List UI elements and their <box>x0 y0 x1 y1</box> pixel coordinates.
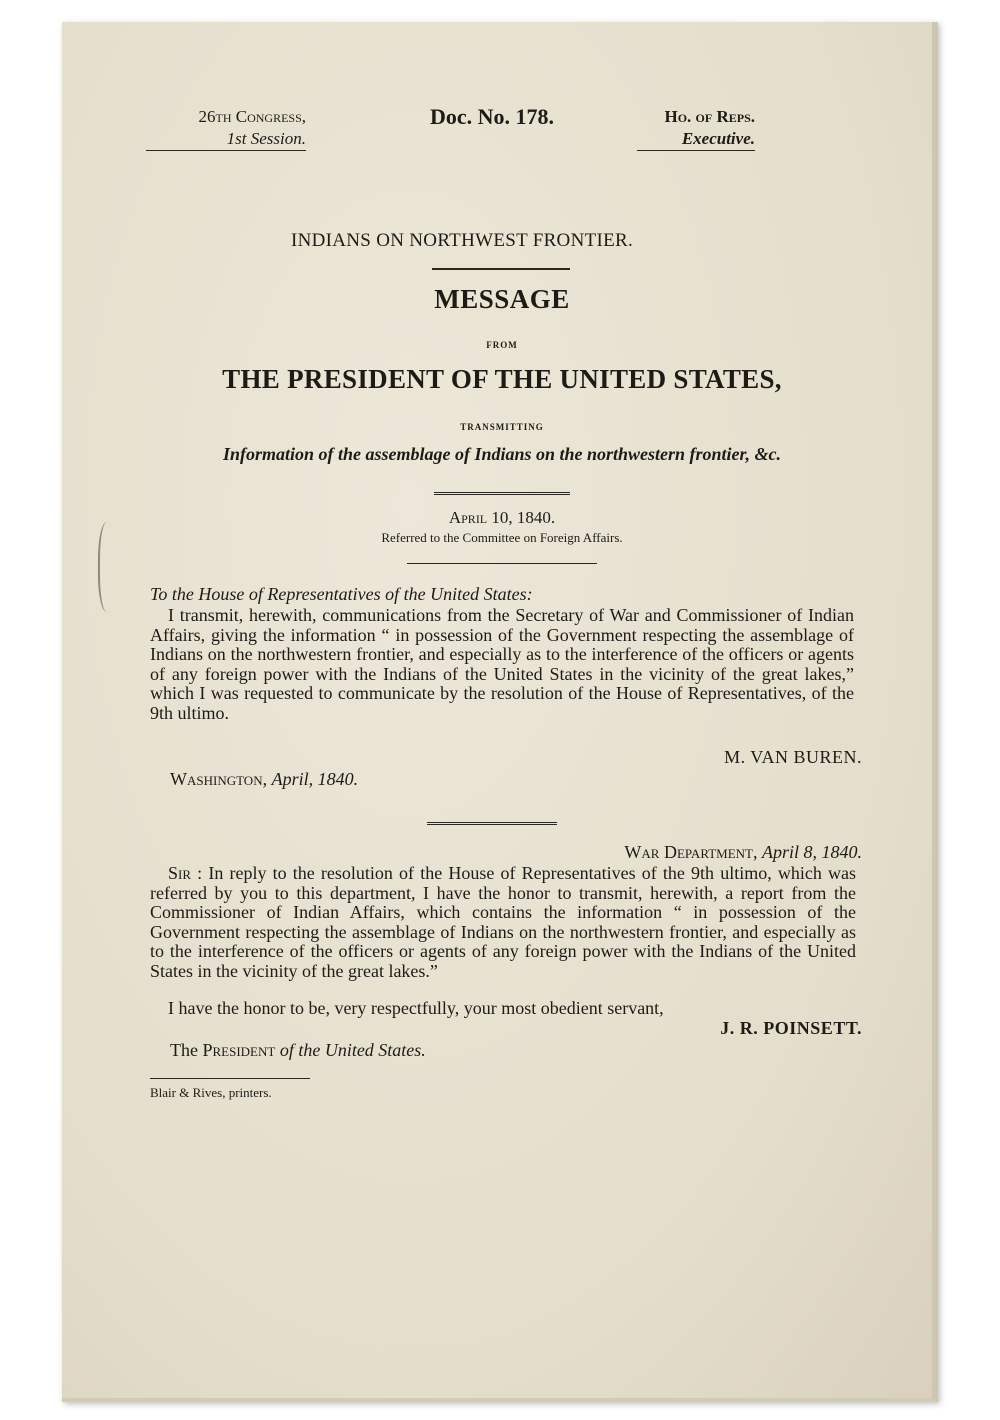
addressee-line <box>170 1040 670 1061</box>
report-text: In reply to the resolution of the House of Representatives of the 9th ultimo, which was referred by you to this department, I have the honor to transmit, herewith, a report from the Commissioner of Indian Affairs, which contains the information “ in possession of the Government respecting the assemblage of Indians on the northwestern frontier, and especially as to the interference of the officers or agents of any foreign power with the Indians of the United States in the vicinity of the great lakes.” <box>150 863 856 981</box>
session-label: 1st Session. <box>146 128 306 151</box>
closing-line: I have the honor to be, very respectfully, your most obedient servant, <box>168 998 664 1018</box>
department-dateline <box>442 842 862 863</box>
signature-poinsett: J. R. POINSETT. <box>720 1018 862 1038</box>
executive-label: Executive. <box>637 128 755 151</box>
addressee-president: President <box>202 1040 276 1060</box>
letter-paragraph: I transmit, herewith, communications from the Secretary of War and Commissioner of Indian Affairs, giving the information “ in possession of the Government respecting the assemblage of Indians on the northwestern frontier, and especially as to the interference of the officers or agents of any foreign power with the Indians of the United States in the vicinity of the great lakes,” which I was requested to communicate by the resolution of the House of Representatives, of the 9th ultimo. <box>150 605 854 723</box>
department-date: April 8, 1840. <box>761 842 862 862</box>
place-date-text: April, 1840. <box>271 769 359 789</box>
message-date: April 10, 1840. <box>448 508 556 527</box>
house-label: Ho. of Reps. <box>664 107 755 126</box>
document-title: INDIANS ON NORTHWEST FRONTIER. <box>290 230 634 251</box>
binding-thread <box>98 522 120 612</box>
letter-body <box>150 606 854 723</box>
divider-rule <box>434 492 570 495</box>
salutation: To the House of Representatives of the United States: <box>150 584 533 604</box>
divider-rule <box>407 563 597 564</box>
addressee-the: The <box>170 1040 198 1060</box>
divider-rule <box>427 822 557 825</box>
doc-number: Doc. No. 178. <box>429 104 555 129</box>
divider-rule <box>150 1078 310 1079</box>
report-paragraph <box>150 864 856 981</box>
printers-imprint: Blair & Rives, printers. <box>150 1085 272 1100</box>
place-name: Washington, <box>170 769 268 789</box>
subject-line: Information of the assemblage of Indians on the northwestern frontier, &c. <box>222 444 782 464</box>
divider-rule <box>432 268 570 270</box>
department-name: War Department, <box>624 842 758 862</box>
sir-salutation: Sir : <box>168 863 203 883</box>
signature-van-buren: M. VAN BUREN. <box>724 747 862 767</box>
transmitting-label: TRANSMITTING <box>460 422 544 432</box>
president-heading: THE PRESIDENT OF THE UNITED STATES, <box>222 364 782 394</box>
addressee-rest: of the United States. <box>279 1040 426 1060</box>
referral-note: Referred to the Committee on Foreign Affairs. <box>381 530 623 545</box>
congress-label: 26th Congress, <box>198 107 306 126</box>
message-heading: MESSAGE <box>434 284 570 314</box>
document-page <box>62 22 938 1402</box>
report-body <box>150 864 856 981</box>
header-house <box>637 106 755 151</box>
place-date <box>170 769 570 790</box>
header-congress <box>146 106 306 151</box>
from-label: FROM <box>486 340 518 350</box>
